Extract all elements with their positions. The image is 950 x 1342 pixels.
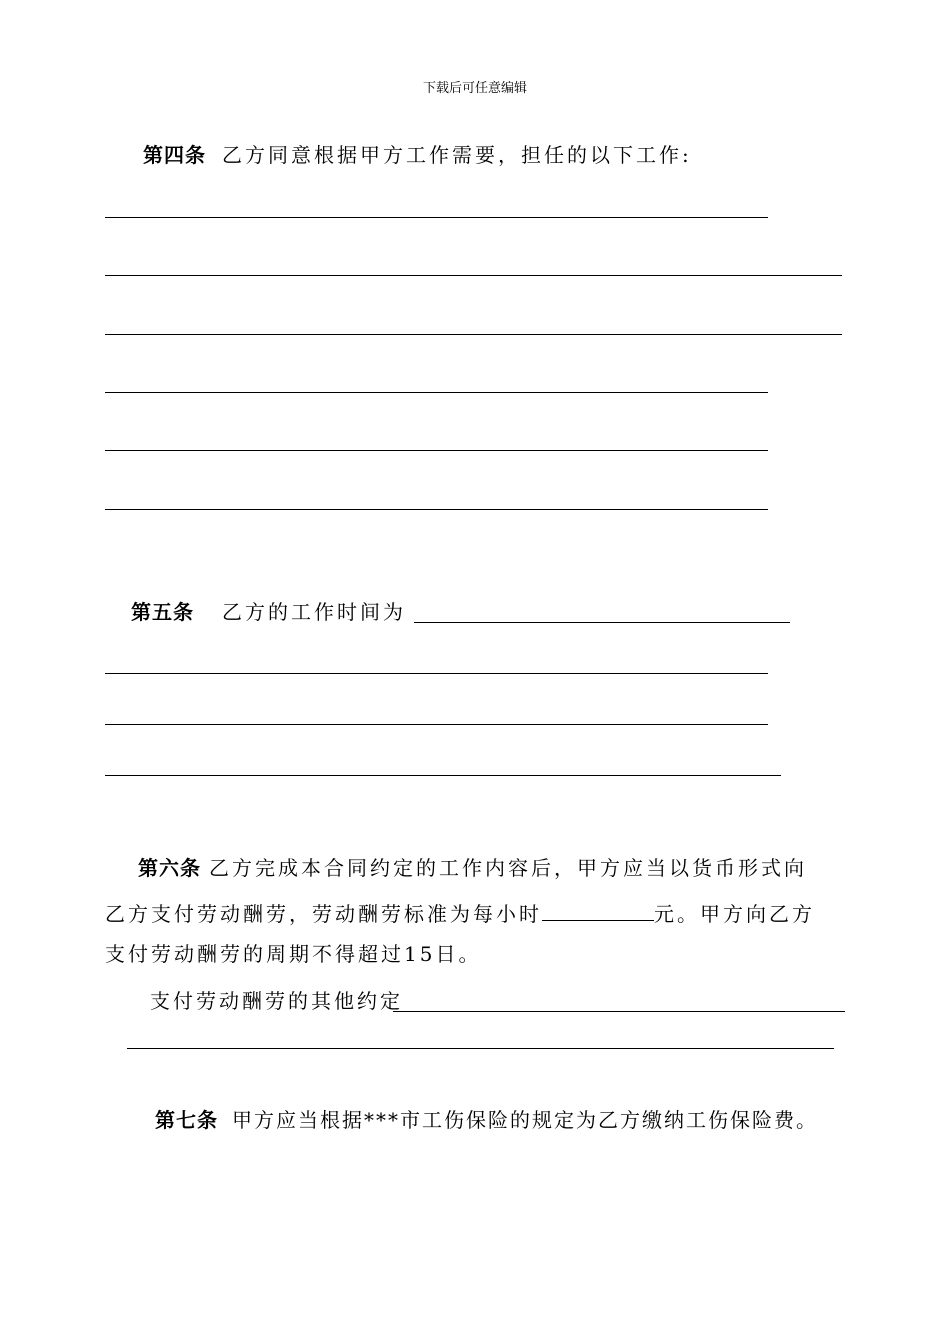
hourly-rate-blank[interactable]	[542, 900, 654, 921]
article-4	[143, 143, 692, 167]
blank-line[interactable]	[127, 1048, 834, 1049]
work-time-blank[interactable]	[414, 622, 790, 623]
article-7-text: 甲方应当根据***市工伤保险的规定为乙方缴纳工伤保险费。	[232, 1108, 818, 1132]
blank-line[interactable]	[105, 775, 781, 776]
page-header: 下载后可任意编辑	[422, 81, 527, 96]
article-6-text-3: 支付劳动酬劳的周期不得超过15日。	[105, 942, 482, 966]
blank-line[interactable]	[105, 392, 768, 393]
article-5-text: 乙方的工作时间为	[222, 600, 406, 624]
article-6-line-4	[150, 989, 403, 1013]
article-7	[155, 1108, 818, 1132]
blank-line[interactable]	[105, 509, 768, 510]
article-6-line-1	[138, 856, 807, 880]
blank-line[interactable]	[105, 724, 768, 725]
blank-line[interactable]	[105, 334, 842, 335]
blank-line[interactable]	[105, 275, 842, 276]
article-5-label: 第五条	[131, 600, 194, 624]
other-terms-blank[interactable]	[393, 1011, 845, 1012]
article-5	[131, 600, 406, 624]
article-6-line-2	[105, 900, 815, 926]
blank-line[interactable]	[105, 217, 768, 218]
article-6-text-1: 乙方完成本合同约定的工作内容后，甲方应当以货币形式向	[209, 856, 807, 880]
article-6-text-4: 支付劳动酬劳的其他约定	[150, 989, 403, 1013]
blank-line[interactable]	[105, 450, 768, 451]
article-4-text: 乙方同意根据甲方工作需要，担任的以下工作:	[222, 143, 692, 167]
article-6-line-3	[105, 942, 481, 966]
article-6-text-2a: 乙方支付劳动酬劳，劳动酬劳标准为每小时	[105, 902, 542, 926]
blank-line[interactable]	[105, 673, 768, 674]
article-4-label: 第四条	[143, 143, 206, 167]
article-6-text-2b: 元。甲方向乙方	[654, 902, 815, 926]
article-6-label: 第六条	[138, 856, 201, 880]
article-7-label: 第七条	[155, 1108, 218, 1132]
